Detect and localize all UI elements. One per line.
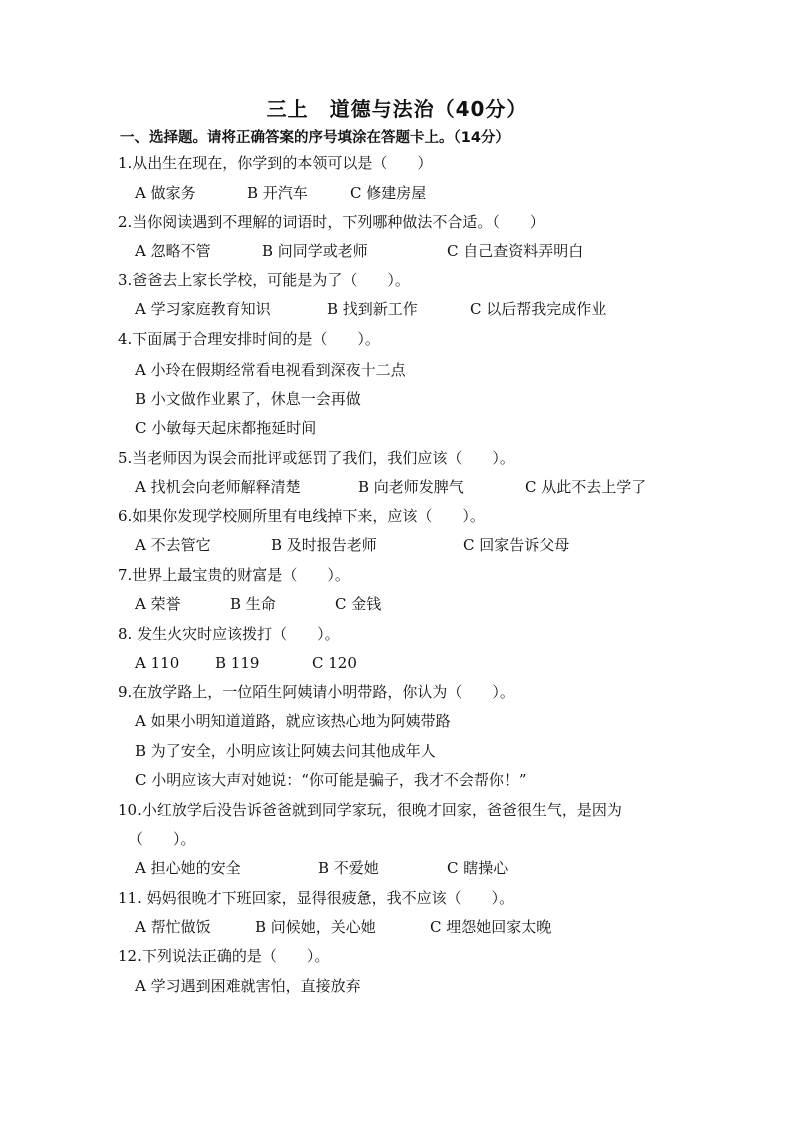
question-8: 8. 发生火灾时应该拨打（ ）。 xyxy=(118,625,340,643)
question-7: 7.世界上最宝贵的财富是（ ）。 xyxy=(118,566,350,584)
option-a[interactable]: A 找机会向老师解释清楚 xyxy=(135,478,301,496)
option-a[interactable]: A 110 xyxy=(135,654,180,672)
question-12: 12.下列说法正确的是（ ）。 xyxy=(118,947,330,965)
option-b[interactable]: B 开汽车 xyxy=(247,184,308,202)
option-c[interactable]: C 120 xyxy=(312,654,357,672)
question-5: 5.当老师因为误会而批评或惩罚了我们，我们应该（ ）。 xyxy=(118,449,515,467)
exam-title: 三上 道德与法治（40分） xyxy=(266,97,528,121)
option-b[interactable]: B 向老师发脾气 xyxy=(358,478,464,496)
option-b[interactable]: B 问同学或老师 xyxy=(262,242,368,260)
option-b[interactable]: B 小文做作业累了，休息一会再做 xyxy=(135,390,361,408)
option-a[interactable]: A 荣誉 xyxy=(135,595,181,613)
option-a[interactable]: A 小玲在假期经常看电视看到深夜十二点 xyxy=(135,361,406,379)
option-c[interactable]: C 以后帮我完成作业 xyxy=(470,300,607,318)
question-9: 9.在放学路上，一位陌生阿姨请小明带路，你认为（ ）。 xyxy=(118,683,515,701)
option-b[interactable]: B 119 xyxy=(215,654,260,672)
question-10-continued: （ ）。 xyxy=(128,830,196,848)
option-c[interactable]: C 从此不去上学了 xyxy=(525,478,647,496)
question-3: 3.爸爸去上家长学校，可能是为了（ ）。 xyxy=(118,271,410,289)
question-1: 1.从出生在现在，你学到的本领可以是（ ） xyxy=(118,154,433,172)
option-c[interactable]: C 自己查资料弄明白 xyxy=(447,242,584,260)
option-c[interactable]: C 修建房屋 xyxy=(350,184,427,202)
option-b[interactable]: B 及时报告老师 xyxy=(271,536,377,554)
section-heading: 一、选择题。请将正确答案的序号填涂在答题卡上。（14分） xyxy=(120,130,510,146)
question-11: 11. 妈妈很晚才下班回家，显得很疲惫，我不应该（ ）。 xyxy=(118,889,515,907)
option-b[interactable]: B 不爱她 xyxy=(318,859,379,877)
question-4: 4.下面属于合理安排时间的是（ ）。 xyxy=(118,330,380,348)
option-c[interactable]: C 小明应该大声对她说：“你可能是骗子，我才不会帮你！” xyxy=(135,771,527,789)
option-a[interactable]: A 不去管它 xyxy=(135,536,211,554)
option-a[interactable]: A 如果小明知道道路，就应该热心地为阿姨带路 xyxy=(135,712,451,730)
question-6: 6.如果你发现学校厕所里有电线掉下来，应该（ ）。 xyxy=(118,507,485,525)
question-10: 10.小红放学后没告诉爸爸就到同学家玩，很晚才回家，爸爸很生气，是因为 xyxy=(118,801,622,819)
option-b[interactable]: B 找到新工作 xyxy=(327,300,418,318)
option-c[interactable]: C 小敏每天起床都拖延时间 xyxy=(135,419,317,437)
question-2: 2.当你阅读遇到不理解的词语时，下列哪种做法不合适。（ ） xyxy=(118,213,545,231)
option-a[interactable]: A 做家务 xyxy=(135,184,196,202)
option-c[interactable]: C 埋怨她回家太晚 xyxy=(430,918,552,936)
option-c[interactable]: C 回家告诉父母 xyxy=(463,536,570,554)
option-b[interactable]: B 问候她，关心她 xyxy=(255,918,376,936)
option-b[interactable]: B 生命 xyxy=(230,595,276,613)
option-a[interactable]: A 帮忙做饭 xyxy=(135,918,211,936)
option-c[interactable]: C 瞎操心 xyxy=(447,859,509,877)
option-a[interactable]: A 担心她的安全 xyxy=(135,859,241,877)
option-c[interactable]: C 金钱 xyxy=(335,595,382,613)
option-a[interactable]: A 忽略不管 xyxy=(135,242,211,260)
option-b[interactable]: B 为了安全，小明应该让阿姨去问其他成年人 xyxy=(135,742,436,760)
option-a[interactable]: A 学习家庭教育知识 xyxy=(135,300,271,318)
option-a[interactable]: A 学习遇到困难就害怕，直接放弃 xyxy=(135,977,361,995)
